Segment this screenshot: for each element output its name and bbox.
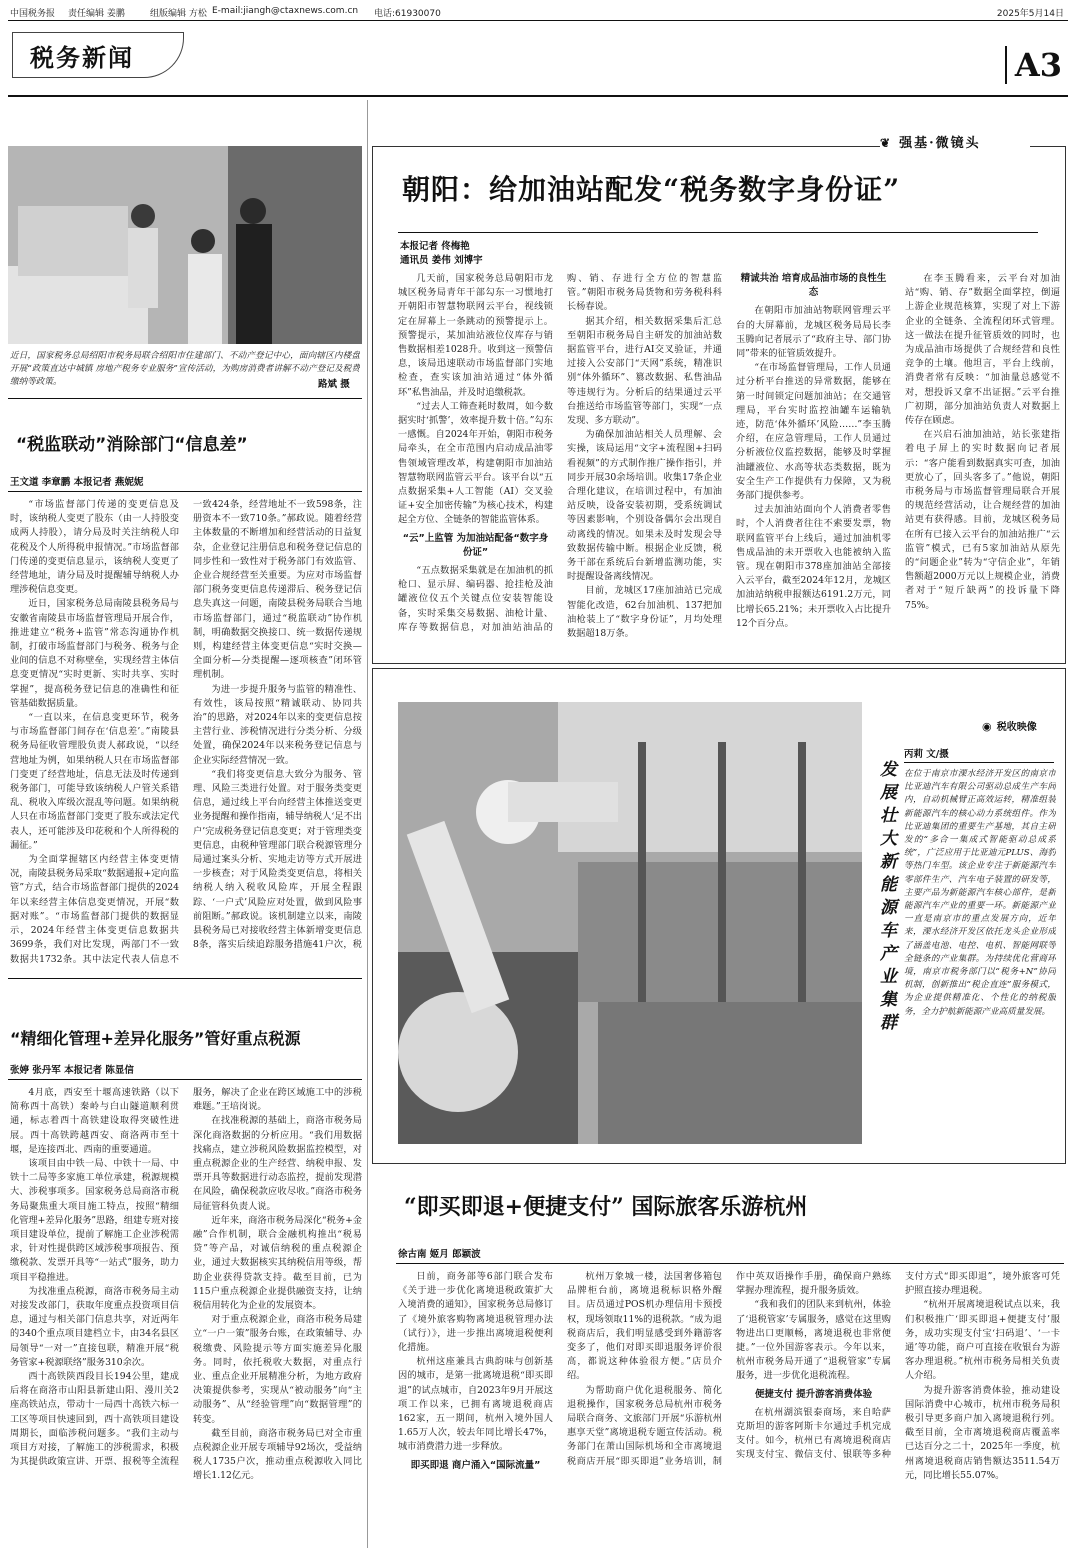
header-rule (8, 20, 1068, 21)
article3-subhead-2: 便捷支付 提升游客消费体验 (754, 1388, 873, 1400)
header-paper: 中国税务报 (10, 9, 56, 19)
article1-p5: 为进一步提升服务与监管的精准性、有效性，该局按照“精诚联动、协同共治”的思路，对2024年以来的变更信息按主营行业、涉税情况进行分类分析、分级处置，确保2024年以来税务登记信息与企业实际经营情况一致。 (193, 683, 362, 766)
article2-p1: 4月底，西安至十堰高速铁路（以下简称西十高铁）秦岭与白山隧道顺利贯通，标志着西十高铁建设取得突破性进展。西十高铁跨越西安、商洛两市至十堰，是连接西北、西南的重要通道。 (10, 1087, 179, 1155)
article1-p4: 为全面掌握辖区内经营主体变更情况，南陵县税务局采取“数据通报+定向监管”方式，结合市场监督部门提供的2024年以来经营主体信息变更情况，开展“数据对账”。“市场监督部门提供的数据显示，2024年经营主体变更信息数据共3699条，我们对比发现，两部门不一致数据共1732条。其中法定代表人信息不一致424条，经营地址不一致598条，注册资本不一致710条。”郝政说。随着经营主体数量的不断增加和经营活动的日益复杂，企业登记注册信息和税务登记信息的同步性和一致性对于税务部门有效监管、企业合规经营至关重要。为应对市场监督部门税务变更信息传递滞后、税务登记信息失真这一问题，南陵县税务局联合当地市场监督部门，通过“税监联动”协作机制，明确数据交换接口、统一数据传递规则，构建经营主体变更信息“实时交换—全面分析—分类提醒—逐项核查”闭环管理机制。 (10, 499, 362, 965)
divider-left-1 (8, 398, 362, 399)
page-number: A3 (1005, 46, 1062, 84)
article1-p6: “我们将变更信息大致分为服务、管理、风险三类进行处置。对于服务类变更信息，通过线上平台向经营主体推送变更业务提醒和操作指南，辅导纳税人‘足不出户’完成税务登记信息变更；对于管理类变更信息，由税种管理部门联合税源管理分局通过案头分析、实地走访等方式开展进一步核查；对于风险类变更信息，将相关纳税人纳入税收风险库，开展全程跟踪、‘一户式’风险应对处置，做到风险事前阻断。”郝政说。该机制建立以来，南陵县税务局已对接收经营主体新增变更信息8条，落实后续追踪服务措施41户次，税 (193, 768, 362, 951)
article2-body (10, 1086, 362, 1542)
article3-title: “即买即退+便捷支付” 国际旅客乐游杭州 (404, 1194, 808, 1220)
article3-p4: 为帮助商户优化退税服务、简化退税操作，国家税务总局杭州市税务局联合商务、文旅部门开展“乐游杭州 惠享天堂”离境退税专题宣传活动。税务部门在萧山国际机场和全市离境退税商店开展“即买即退”业务培训，制作中英双语操作手册，确保商户熟练掌握办理流程，提升服务质效。 (567, 1271, 891, 1467)
photo2-credit-rule (904, 762, 1054, 763)
main-p10: 在李玉腾看来，云平台对加油站“购、销、存”数据全面掌控，倒逼上游企业规范核算，实现了对上下游企业的全链条、全流程闭环式管理。这一做法在提升征管质效的同时，也为成品油市场提供了合规经营和良性竞争的土壤。他坦言，平台上线前，消费者常有反映：“加油量总感觉不对，想投诉又拿不出证据。”云平台推广初期，部分加油站负责人对数据上传存在顾虑。 (905, 273, 1060, 427)
main-title-rule (398, 232, 1038, 233)
photo-tax-publicity (8, 146, 362, 344)
photo-robot-arm (398, 702, 862, 1144)
photo2-tag: 税收映像 (996, 722, 1037, 733)
article2-p3: 为找准重点税源，商洛市税务局主动对接发改部门，获取年度重点投资项目信息，通过与相关部门信息共享，对近两年的340个重点项目建档立卡，由34名县区局领导“一对一”直接包联，精准开展“税务管家+税源联络”服务310余次。 (10, 1285, 179, 1368)
article3-byline: 徐古南 姬月 郎颖波 (398, 1249, 481, 1260)
article2-p6: 近年来，商洛市税务局深化“税务+金融”合作机制，联合金融机构推出“税易贷”等产品，对诚信纳税的重点税源企业，通过大数据核实其纳税信用等级，帮助企业获得贷款支持。截至目前，已为115户重点税源企业提供融资支持，让纳税信用转化为企业的发展资本。 (193, 1214, 362, 1312)
main-byline-1: 本报记者 佟梅艳 (400, 241, 470, 252)
header-date: 2025年5月14日 (996, 9, 1064, 19)
photo-robot-arm-art (398, 702, 862, 1144)
article2-byline: 张婷 张丹军 本报记者 陈显信 (10, 1065, 134, 1076)
photo2-tag-wrap (978, 714, 1041, 735)
article3-byline-rule (396, 1263, 1064, 1264)
article3-p6: 在杭州湖滨银泰商场，来自哈萨克斯坦的游客阿斯卡尔通过手机完成支付。如今，杭州已有离境退税商店实现支付宝、微信支付、银联等多种支付方式“即买即退”，境外旅客可凭护照直接办理退税。 (736, 1271, 1060, 1461)
article2-p7: 对于重点税源企业，商洛市税务局建立“一户一策”服务台账，在政策辅导、办税缴费、风险提示等方面实施差异化服务。同时，依托税收大数据，对重点行业、重点企业开展精准分析，为地方政府决策提供参考，实现从“被动服务”向“主动服务”、从“经验管理”向“数据管理”的转变。 (193, 1314, 362, 1425)
article1-title: “税监联动”消除部门“信息差” (16, 435, 248, 455)
main-p1: 几天前，国家税务总局朝阳市龙城区税务局青年干部勾东一习惯地打开朝阳市智慧物联网云平台，视线锁定在屏幕上一条跳动的预警提示上。预警提示，某加油站液位仪库存与销售数据相差1028升。收到这一预警信息，该局迅速联动市场监督部门实地检查，查实该加油站通过“体外循环”私售油品，并及时追缴税款。 (398, 273, 553, 398)
article3-p5: “我和我们的团队来到杭州，体验了‘退税管家’专属服务，感觉在这里购物进出口更顺畅，离境退税也非常便捷。”一位外国游客表示。今年以来，杭州市税务局开通了“退税管家”专属服务，进一步优化退税流程。 (736, 1299, 891, 1382)
main-tag: 强基·微镜头 (899, 136, 981, 151)
photo2-caption: 在位于南京市溧水经济开发区的南京市比亚迪汽车有限公司驱动总成生产车间内，自动机械臂正高效运转，精准组装新能源汽车的核心动力系统组件。作为比亚迪集团的重要生产基地，其自主研发的“多合一集成式智能驱动总成系统”，广泛应用于比亚迪元PLUS、海豹等热门车型。该企业专注于新能源汽车零部件生产、汽车电子装置的研发等，主要产品为新能源汽车核心部件，是新能源汽车产业的重要一环。新能源产业一直是南京市的重点发展方向，近年来，溧水经济开发区依托龙头企业形成了涵盖电池、电控、电机、智能网联等全链条的产业集群。为持续优化营商环境，南京市税务部门以“税务+N”协同机制，创新推出“税企直连”服务模式，为企业提供精准化、个性化的纳税服务，全力护航新能源产业高质量发展。 (904, 769, 1056, 1017)
photo1-credit: 路斌 摄 (318, 379, 350, 390)
main-p9: 过去加油站面向个人消费者零售时，个人消费者往往不索要发票，物联网监管平台上线后，通过加油机零售成品油的未开票收入也能被纳入监管。现在朝阳市378座加油站全部接入云平台，截至2024年12月，龙城区加油站纳税申报额达6191.2万元，同比增长65.21%；未开票收入占比提升12个百分点。 (736, 504, 891, 629)
article2-p4: 西十高铁陕西段目长194公里，建成后将在商洛市山阳县新建山阳、漫川关2座高铁站点，带动十一局西十高铁六标一工区等项目快速回到，西十高铁项目建设周期长，面临涉税问题多。“我们主动与项目方对接，了解施工的涉税需求，积极为其提供政策宣讲、开票、报税等全流程服务，解决了企业在跨区域施工中的涉税难题。”王培岗说。 (10, 1087, 362, 1468)
main-subhead-2: 精诚共治 培育成品油市场的良性生态 (740, 273, 887, 299)
header-email: E-mail:jiangh@ctaxnews.com.cn (212, 6, 359, 16)
article1-byline-rule (8, 491, 362, 492)
article1-body (10, 498, 362, 970)
article1-p3: “一直以来，在信息变更环节，税务与市场监督部门间存在‘信息差’。”南陵县税务局征收管理股负责人郝政说，“以经营地址为例，如果纳税人只在市场监督部门变更了经营地址，信息无法及时传递到税务部门，可能导致该纳税人户管关系错乱、税收入库级次混乱等问题。如果纳税人只在市场监督部门变更了股东或法定代表人，还可能涉及印花税和个人所得税的漏征。” (10, 712, 179, 851)
main-title: 朝阳：给加油站配发“税务数字身份证” (402, 173, 901, 206)
header-layout: 组版编辑 方松 (150, 9, 207, 19)
article1-p2: 近日，国家税务总局南陵县税务局与安徽省南陵县市场监督管理局开展合作，推进建立“税务+监管”常态沟通协作机制，打破市场监督部门与税务、税务与企业间的信息不对称壁垒，实现经营主体信息变更情况“实时更新、实时共享、实时掌握”，提高税务登记信息的准确性和征管基础数据质量。 (10, 598, 179, 709)
main-p6: 目前，龙城区17座加油站已完成智能化改造，62台加油机、137把加油枪装上了“数字身份证”，月均处理数据超18万条。 (567, 585, 722, 640)
main-p11: 在兴启石油加油站，站长张建指着电子屏上的实时数据向记者展示：“客户能看到数据真实可查，加油更放心了，回头客多了。”他说，朝阳市税务局与市场监督管理局联合开展的规范经营活动，让合规经营的加油站更有获得感。目前，龙城区税务局在所有已接入云平台的加油站推广“云监管”模式，已有5家加油站从原先的“问题企业”转为“守信企业”，年销售额超2000万元以上规模企业，消费者对于“短斤缺两”的投诉量下降75%。 (905, 429, 1060, 611)
main-body (398, 272, 1060, 656)
photo2-vertical-title: 发展壮大新能源车产业集群 (876, 760, 896, 1036)
photo-tax-publicity-art (8, 146, 362, 344)
article3-p1: 日前，商务部等6部门联合发布《关于进一步优化离境退税政策扩大入境消费的通知》，国家税务总局修订了《境外旅客购物离境退税管理办法（试行）》，进一步推出离境退税便利化措施。 (398, 1271, 553, 1354)
section-title: 税务新闻 (30, 43, 134, 72)
article2-p5: 在找准税源的基础上，商洛市税务局深化商洛数据的分析应用。“我们用数据找痛点，建立涉税风险数据监控模型，对重点税源企业的生产经营、纳税申报、发票开具等数据进行动态监控，提前发现潜在风险，确保税款应收尽收。”商洛市税务局征管科负责人说。 (193, 1115, 362, 1212)
article2-byline-rule (8, 1079, 362, 1080)
article2-title: “精细化管理+差异化服务”管好重点税源 (10, 1029, 301, 1048)
main-p3: “五点数据采集就是在加油机的抓枪口、显示屏、编码器、抢挂枪及油罐液位仪五个关键点位安装智能设备，实时采集交易数据、油枪计量、库存等数据信息，对加油站油品的购、销、存进行全方位的智慧监管。”朝阳市税务局货物和劳务税科科长杨春说。 (398, 273, 722, 633)
leaf-icon: ❦ (880, 136, 891, 150)
camera-icon: ◉ (982, 720, 992, 733)
article1-byline: 王文道 李章鹏 本报记者 燕妮妮 (10, 477, 144, 488)
article3-subhead-1: 即买即退 商户涌入“国际流量” (410, 1459, 541, 1471)
main-p4: 据其介绍，相关数据采集后汇总至朝阳市税务局自主研发的加油站数据监管平台，进行AI交叉验证，并通过接入公安部门“天网”系统，精准识别“体外循环”、篡改数据、私售油品等违规行为。分析后的结果通过云平台推送给市场监管等部门，实现“一点发现、多方联动”。 (567, 315, 722, 427)
main-subhead-1: “云”上监管 为加油站配备“数字身份证” (402, 532, 549, 558)
article2-p2: 该项目由中铁一局、中铁十一局、中铁十二局等多家施工单位承建，税源规模大、涉税事项多。国家税务总局商洛市税务局聚焦重大项目施工特点，按照“精细化管理+差异化服务”思路，组建专班对接项目建设单位，提前了解施工企业涉税需求，针对性提供跨区域涉税事项报告、预缴税款、发票开具等“一站式”服务，助力项目平稳推进。 (10, 1158, 179, 1283)
column-separator (367, 100, 368, 1548)
main-p8: “在市场监督管理局，工作人员通过分析平台推送的异常数据，能够在第一时间锁定问题加油站；在交通管理局，平台实时监控油罐车运输轨迹，防范‘体外循环’风险……”李玉腾介绍，在应急管理局，工作人员通过分析液位仪监控数据，能够及时掌握油罐液位、水高等状态类数据，既为安全生产工作提供有力保障，又为税务部门提供参考。 (736, 362, 891, 502)
article3-p7: “杭州开展离境退税试点以来，我们积极推广‘即买即退+便捷支付’服务，成功实现支付宝‘扫码退’、‘一卡通’等功能，商户可直接在收银台为游客办理退税。”杭州市税务局相关负责人介绍。 (905, 1299, 1060, 1382)
header-phone: 电话:61930070 (374, 9, 441, 19)
article3-p3: 杭州万象城一楼，法国奢侈箱包品牌柜台前，离境退税标识格外醒目。店员通过POS机办理信用卡预授权，现场领取11%的退税款。“成为退税商店后，我们明显感受到外籍游客变多了，他们对即买即退服务评价很高，都说这种体验很方便。”店员介绍。 (567, 1271, 722, 1382)
article1-p1: “市场监督部门传递的变更信息及时，该纳税人变更了股东（由一人持股变成两人持股），请分局及时关注纳税人印花税及个人所得税申报情况。”市场监督部门传递的变更信息显示，该纳税人变更了经营地址，请分局及时提醒辅导纳税人办理涉税信息变更。 (10, 499, 179, 596)
section-banner (8, 24, 1068, 94)
photo1-caption: 近日，国家税务总局绍阳市税务局联合绍阳市住建部门、不动产登记中心，面向辖区内楼盘开展“政策直达中城镇 房地产税务专业服务”宣传活动，为购房消费者讲解不动产登记及税费缴纳等政策。 (10, 351, 360, 387)
article2-p8: 截至目前，商洛市税务局已对全市重点税源企业开展专项辅导92场次，受益纳税人1735户次，推动重点税源收入同比增长1.12亿元。 (193, 1427, 362, 1482)
article3-p2: 杭州这座兼具古典韵味与创新基因的城市，是第一批离境退税“即买即退”的试点城市，自2023年9月开展这项工作以来，已拥有离境退税商店162家，五一期间，杭州入境外国人1.65万人次，较去年同比增长47%，城市消费潜力进一步释放。 (398, 1356, 553, 1453)
main-p5: 为确保加油站相关人员理解、会实操，该局运用“文字+流程图+扫码看视频”的方式制作推广操作指引，并同步开展30余场培训。收集17条企业合理化建议，在培训过程中，有加油站反映，设备安装初期，受系统调试等因素影响，个别设备偶尔会出现自动离线的情况。如果未及时发现会导致数据传输中断。根据企业反馈，税务干部在系统后台新增监测功能，实时提醒设备离线情况。 (567, 429, 722, 583)
article3-p8: 为提升游客消费体验，推动建设国际消费中心城市，杭州市税务局积极引导更多商户加入离境退税行列。截至目前，全市离境退税商店覆盖率已达百分之二十，2025年一季度，杭州离境退税商店销售额达3511.54万元，同比增长55.07%。 (905, 1384, 1060, 1481)
section-rule (8, 95, 1068, 97)
main-tag-wrap (880, 132, 1030, 154)
header-editor: 责任编辑 姜鹏 (68, 9, 125, 19)
article3-body (398, 1270, 1060, 1544)
main-p7: 在朝阳市加油站物联网管理云平台的大屏幕前，龙城区税务局局长李玉腾向记者展示了“政府主导、部门协同”带来的征管质效提升。 (736, 305, 891, 360)
main-byline-2: 通讯员 姜伟 刘博宇 (400, 255, 483, 266)
divider-left-2 (8, 978, 362, 979)
photo2-credit: 丙莉 文/摄 (904, 749, 949, 760)
main-p2: “过去人工筛查耗时数周，如今数据实时‘抓警’，效率提升数十倍。”勾东一感慨。自2024年开始，朝阳市税务局牵头，在全市范围内启动成品油零售领域管理改革，构建朝阳市加油站智慧物联网监管云平台。该平台以“五点数据采集+人工智能（AI）交叉验证+安全加密传输”为核心技术，构建起全方位、全链条的智能监管体系。 (398, 400, 553, 526)
